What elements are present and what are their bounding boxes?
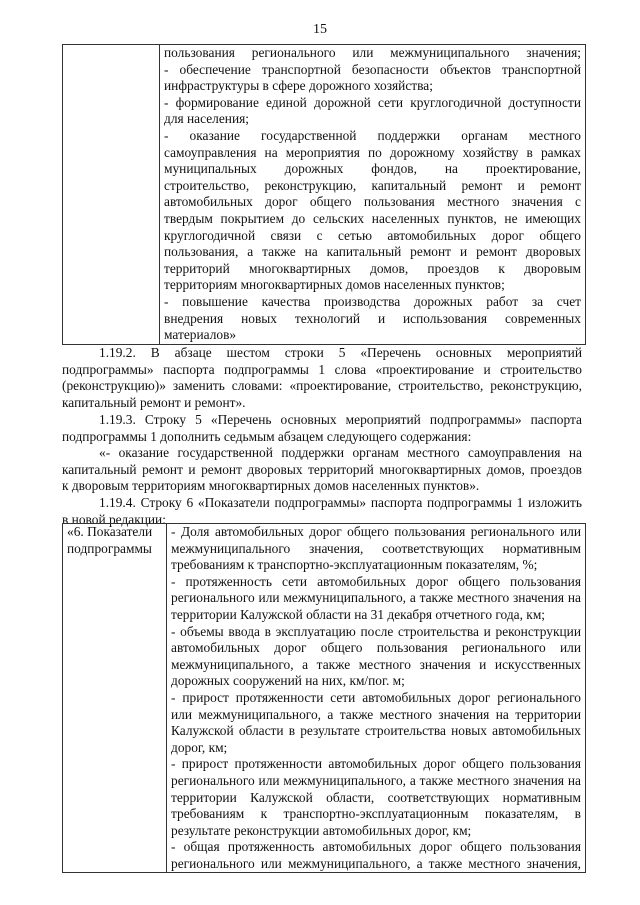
text-line: самоуправления на мероприятия по дорожному хозяйству в рамках	[164, 144, 581, 160]
text-line: инфраструктуры в сфере дорожного хозяйства;	[164, 78, 433, 94]
text-line: для населения;	[164, 111, 249, 127]
text-line: территории Калужской области на 31 декабря отчетного года, км;	[171, 606, 546, 622]
text-line: 1.19.3. Строку 5 «Перечень основных мероприятий подпрограммы» паспорта	[99, 412, 582, 427]
text-line: результате реконструкции автомобильных дорог, км;	[171, 822, 472, 838]
text-line: - объемы ввода в эксплуатацию после строительства и реконструкции	[171, 623, 581, 639]
text-line: внедрения новых технологий и использования современных	[164, 310, 581, 326]
text-line: - оказание государственной поддержки органам местного	[164, 127, 581, 143]
text-line: материалов»	[164, 327, 237, 343]
text-line: автомобильных дорог общего пользования регионального или	[171, 640, 581, 656]
text-line: в новой редакции:	[62, 511, 166, 527]
text-line: - обеспечение транспортной безопасности объектов транспортной	[164, 61, 581, 77]
text-line: регионального или межмуниципального, а также местного значения на	[171, 590, 581, 606]
text-line: регионального или межмуниципального, а также местного значения,	[171, 855, 581, 871]
text-line: 1.19.2. В абзаце шестом строки 5 «Перечень основных мероприятий	[99, 345, 582, 360]
text-line: пользования, а также на капитальный ремонт и ремонт дворовых	[164, 244, 581, 260]
text-line: «- оказание государственной поддержки органам местного самоуправления на	[99, 445, 582, 460]
text-line: к дворовым территориям многоквартирных домов населенных пунктов».	[62, 478, 480, 494]
text-line: - прирост протяженности автомобильных дорог общего пользования	[171, 756, 581, 772]
text-line: - прирост протяженности сети автомобильных дорог регионального	[171, 689, 581, 705]
text-line: - формирование единой дорожной сети круглогодичной доступности	[164, 94, 581, 110]
text-line: требованиям к транспортно-эксплуатационным показателям, %;	[171, 557, 538, 573]
text-line: пользования регионального или межмуниципального значения;	[164, 45, 581, 60]
text-line: - протяженность сети автомобильных дорог общего пользования	[171, 573, 581, 589]
paragraph-1-19-3	[62, 412, 582, 445]
table-cell-content	[160, 45, 586, 345]
text-line: Калужской области в результате строительства новых автомобильных	[171, 723, 581, 739]
table-continued	[62, 44, 586, 345]
table-cell-label	[63, 45, 160, 345]
text-line: 1.19.4. Строку 6 «Показатели подпрограммы» паспорта подпрограммы 1 изложить	[99, 495, 582, 510]
paragraph-quote	[62, 445, 582, 495]
text-line: - Доля автомобильных дорог общего пользования регионального или	[171, 524, 581, 539]
text-line: подпрограммы 1 дополнить седьмым абзацем следующего содержания:	[62, 428, 472, 444]
text-line: межмуниципального значения, соответствующих нормативным	[171, 540, 581, 556]
text-line: твердым покрытием до сельских населенных пунктов, не имеющих	[164, 210, 581, 226]
row-label-line: «6. Показатели	[67, 524, 153, 539]
table-cell-label	[63, 524, 167, 873]
text-line: - повышение качества производства дорожных работ за счет	[164, 293, 581, 309]
table-indicators	[62, 523, 586, 873]
text-line: (реконструкцию)» заменить словами: «проектирование, строительство, реконструкцию,	[62, 378, 582, 394]
table-row	[63, 45, 586, 345]
text-line: дорог, км;	[171, 739, 228, 755]
text-line: строительство, реконструкцию, капитальный ремонт и ремонт	[164, 177, 581, 193]
text-line: межмуниципального, а также местного значения и искусственных	[171, 656, 581, 672]
text-line: дорожных сооружений на них, км/пог. м;	[171, 673, 405, 689]
text-line: регионального или межмуниципального, а также местного значения на	[171, 772, 581, 788]
text-line: территориям многоквартирных домов населенных пунктов;	[164, 277, 505, 293]
text-line: круглогодичной связи с сетью автомобильных дорог общего	[164, 227, 581, 243]
text-line: капитальный ремонт и ремонт».	[62, 394, 246, 410]
paragraph-1-19-2	[62, 345, 582, 411]
text-line: автомобильных дорог общего пользования местного значения с	[164, 194, 581, 210]
page-number: 15	[313, 22, 327, 37]
text-line: или межмуниципального, а также местного значения на территории	[171, 706, 581, 722]
text-line: территории Калужской области, соответствующих нормативным	[171, 789, 581, 805]
text-line: территорий многоквартирных домов, проездов к дворовым	[164, 260, 581, 276]
row-label-line: подпрограммы	[67, 540, 152, 556]
text-line: муниципальных дорожных фондов, на проектирование,	[164, 161, 581, 177]
text-line: подпрограммы» паспорта подпрограммы 1 слова «проектирование и строительство	[62, 361, 582, 377]
table-row	[63, 524, 586, 873]
text-line: - общая протяженность автомобильных дорог общего пользования	[171, 839, 581, 855]
text-line: капитальный ремонт и ремонт дворовых территорий многоквартирных домов, проездов	[62, 461, 582, 477]
table-cell-content	[167, 524, 586, 873]
text-line: требованиям к транспортно-эксплуатационным показателям, в	[171, 806, 581, 822]
